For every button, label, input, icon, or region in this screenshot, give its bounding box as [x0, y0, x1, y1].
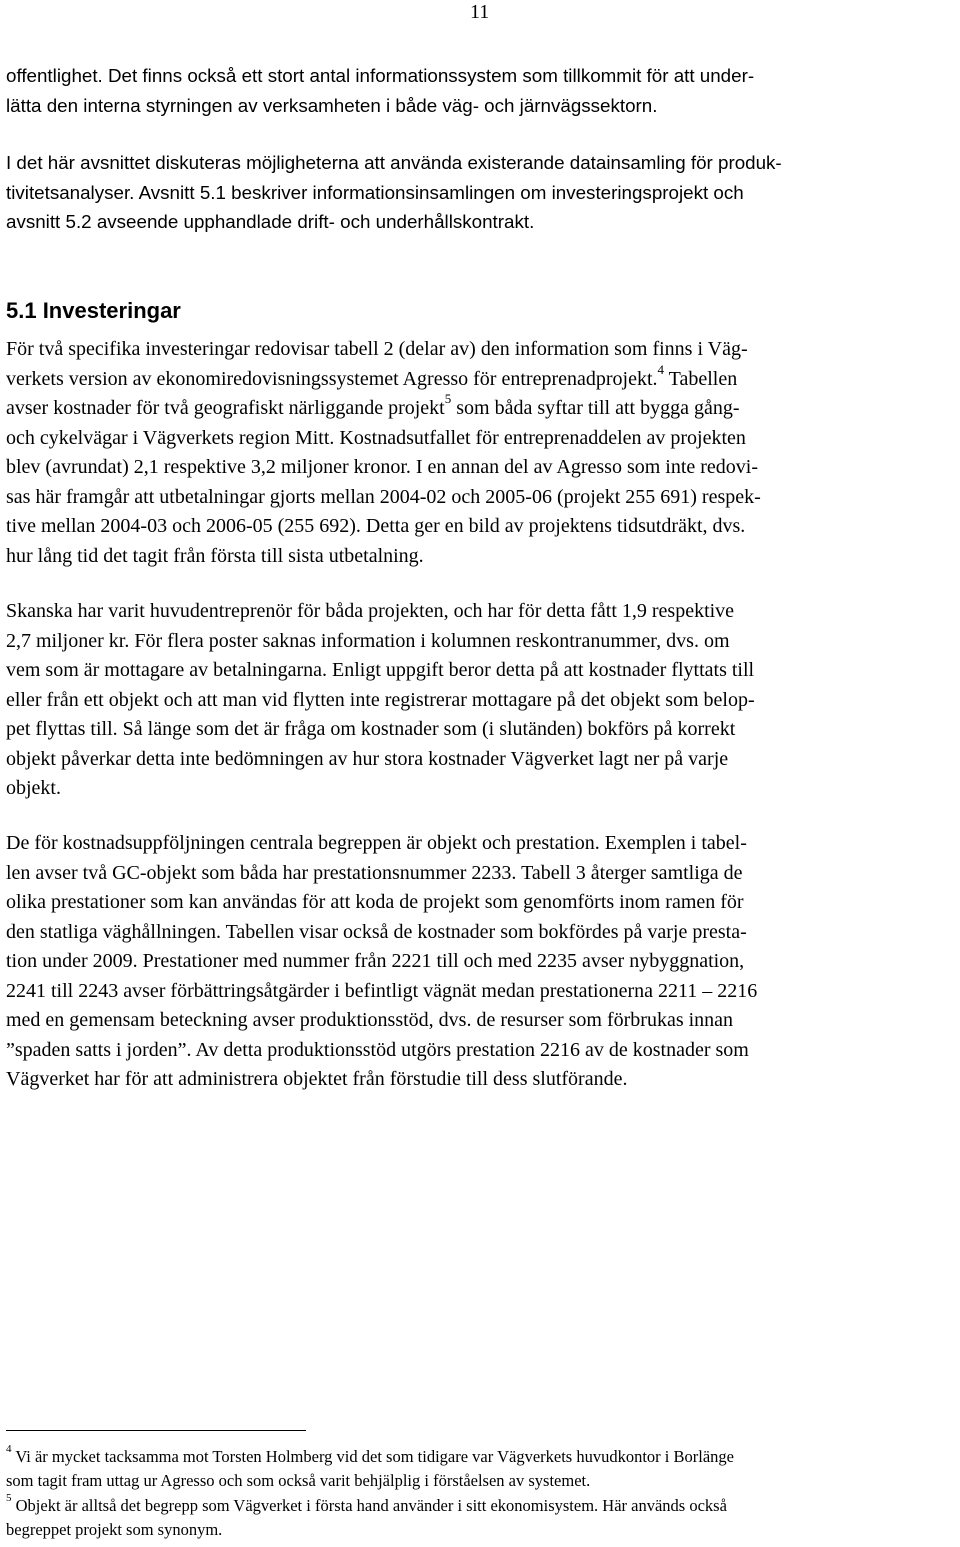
text-segment: som båda syftar till att bygga gång- [451, 397, 740, 419]
text-line: lätta den interna styrningen av verksamheten i både väg- och järnvägssektorn. [6, 94, 658, 116]
text-line: med en gemensam beteckning avser produktionsstöd, dvs. de resurser som förbrukas innan [6, 1009, 734, 1031]
text-line: Vägverket har för att administrera objektet från förstudie till dess slutförande. [6, 1068, 628, 1090]
text-line: eller från ett objekt och att man vid flytten inte registrerar mottagare på det objekt som belop- [6, 688, 755, 711]
text-line: De för kostnadsuppföljningen centrala begreppen är objekt och prestation. Exemplen i tabel- [6, 832, 747, 854]
section-paragraph-3 [6, 829, 950, 1095]
footnote-mark-4: 4 [6, 1442, 12, 1455]
text-segment: verkets version av ekonomiredovisningssystemet Agresso för entreprenadprojekt. [6, 367, 658, 390]
text-segment: avser kostnader för två geografiskt närliggande projekt [6, 397, 445, 419]
section-paragraph-2 [6, 597, 950, 804]
text-segment: Objekt är alltså det begrepp som Vägverket i första hand använder i sitt ekonomisystem. Här används också [11, 1496, 727, 1515]
footnote-ref-4: 4 [657, 361, 665, 377]
text-line [6, 361, 950, 395]
footnote-5 [6, 1491, 950, 1542]
text-line [6, 1442, 950, 1469]
text-line: För två specifika investeringar redovisar tabell 2 (delar av) den information som finns i Väg- [6, 338, 748, 360]
text-line: offentlighet. Det finns också ett stort antal informationssystem som tillkommit för att under- [6, 65, 755, 86]
text-line: sas här framgår att utbetalningar gjorts mellan 2004-02 och 2005-06 (projekt 255 691) respek- [6, 485, 761, 508]
text-line [6, 1491, 950, 1518]
text-line: tive mellan 2004-03 och 2006-05 (255 692). Detta ger en bild av projektens tidsutdräkt, dvs. [6, 515, 746, 537]
text-line: tion under 2009. Prestationer med nummer från 2221 till och med 2235 avser nybyggnation, [6, 950, 745, 972]
section-paragraph-1 [6, 335, 950, 571]
intro-paragraph-1 [6, 61, 950, 120]
text-line: olika prestationer som kan användas för att koda de projekt som genomförts inom ramen för [6, 891, 744, 913]
text-line: 2241 till 2243 avser förbättringsåtgärder i befintligt vägnät medan prestationerna 2211 – 2216 [6, 979, 758, 1002]
text-line: den statliga väghållningen. Tabellen visar också de kostnader som bokfördes på varje presta- [6, 920, 747, 943]
footnote-mark-5: 5 [6, 1491, 12, 1504]
text-line: avsnitt 5.2 avseende upphandlade drift- och underhållskontrakt. [6, 211, 535, 232]
footnote-ref-5: 5 [444, 391, 452, 407]
text-line: tivitetsanalyser. Avsnitt 5.1 beskriver informationsinsamlingen om investeringsprojekt och [6, 181, 744, 203]
text-line: I det här avsnittet diskuteras möjligheterna att använda existerande datainsamling för produk- [6, 152, 782, 173]
text-line: 2,7 miljoner kr. För flera poster saknas information i kolumnen reskontranummer, dvs. om [6, 629, 730, 652]
page-number: 11 [470, 1, 490, 23]
text-line [6, 391, 950, 424]
text-line: hur lång tid det tagit från första till sista utbetalning. [6, 544, 424, 567]
text-line: vem som är mottagare av betalningarna. Enligt uppgift beror detta på att kostnader flyttats till [6, 659, 755, 681]
text-line: len avser två GC-objekt som båda har prestationsnummer 2233. Tabell 3 återger samtliga de [6, 861, 743, 884]
footnote-divider [6, 1430, 306, 1431]
text-line: begreppet projekt som synonym. [6, 1520, 223, 1539]
text-line: objekt påverkar detta inte bedömningen av hur stora kostnader Vägverket lagt ner på varje [6, 747, 729, 770]
text-line: blev (avrundat) 2,1 respektive 3,2 miljoner kronor. I en annan del av Agresso som inte redovi- [6, 456, 759, 478]
text-segment: Tabellen [664, 367, 738, 390]
intro-paragraph-2 [6, 148, 950, 237]
text-line: objekt. [6, 777, 61, 799]
section-heading: 5.1 Investeringar [6, 298, 181, 323]
text-line: och cykelvägar i Vägverkets region Mitt. Kostnadsutfallet för entreprenaddelen av projekten [6, 426, 746, 449]
footnote-4 [6, 1442, 950, 1493]
text-line: pet flyttas till. Så länge som det är fråga om kostnader som (i slutänden) bokförs på korrekt [6, 718, 736, 740]
text-line: som tagit fram uttag ur Agresso och som också varit behjälplig i förståelsen av systemet. [6, 1471, 591, 1490]
text-line: ”spaden satts i jorden”. Av detta produktionsstöd utgörs prestation 2216 av de kostnader som [6, 1038, 749, 1061]
text-line: Skanska har varit huvudentreprenör för båda projekten, och har för detta fått 1,9 respektive [6, 600, 735, 622]
text-segment: Vi är mycket tacksamma mot Torsten Holmberg vid det som tidigare var Vägverkets huvudkontor i Borlänge [11, 1447, 734, 1466]
